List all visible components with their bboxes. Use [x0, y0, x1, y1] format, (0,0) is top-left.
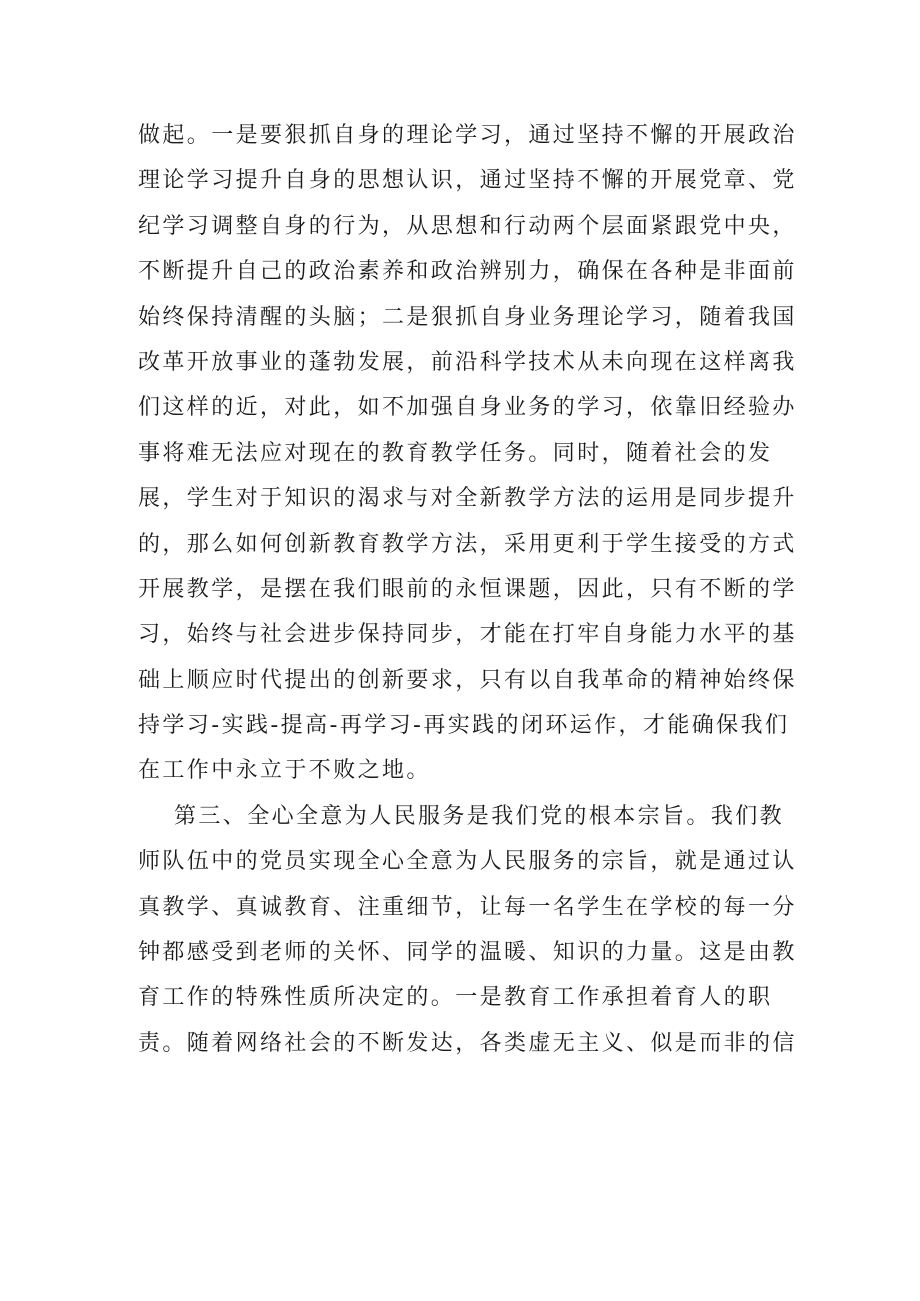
- text-line: 真教学、真诚教育、注重细节，让每一名学生在学校的每一分: [138, 894, 797, 920]
- paragraph-start-line: 第三、全心全意为人民服务是我们党的根本宗旨。我们教: [174, 803, 785, 829]
- text-line: 持学习-实践-提高-再学习-再实践的闭环运作，才能确保我们: [138, 713, 790, 739]
- text-line: 事将难无法应对现在的教育教学任务。同时，随着社会的发: [138, 440, 773, 466]
- text-line: 在工作中永立于不败之地。: [138, 758, 431, 784]
- text-line: 纪学习调整自身的行为，从思想和行动两个层面紧跟党中央，: [138, 213, 797, 239]
- text-line: 改革开放事业的蓬勃发展，前沿科学技术从未向现在这样离我: [138, 349, 797, 375]
- text-line: 育工作的特殊性质所决定的。一是教育工作承担着育人的职: [138, 985, 773, 1011]
- text-line: 理论学习提升自身的思想认识，通过坚持不懈的开展党章、党: [138, 168, 797, 194]
- text-line: 始终保持清醒的头脑；二是狠抓自身业务理论学习，随着我国: [138, 304, 797, 330]
- text-line: 开展教学，是摆在我们眼前的永恒课题，因此，只有不断的学: [138, 576, 797, 602]
- text-line: 础上顺应时代提出的创新要求，只有以自我革命的精神始终保: [138, 667, 797, 693]
- text-line: 钟都感受到老师的关怀、同学的温暖、知识的力量。这是由教: [138, 940, 797, 966]
- text-line: 习，始终与社会进步保持同步，才能在打牢自身能力水平的基: [138, 622, 797, 648]
- text-line: 不断提升自己的政治素养和政治辨别力，确保在各种是非面前: [138, 259, 797, 285]
- text-line: 的，那么如何创新教育教学方法，采用更利于学生接受的方式: [138, 531, 797, 557]
- text-line: 师队伍中的党员实现全心全意为人民服务的宗旨，就是通过认: [138, 849, 797, 875]
- text-line: 责。随着网络社会的不断发达，各类虚无主义、似是而非的信: [138, 1030, 797, 1056]
- text-line: 做起。一是要狠抓自身的理论学习，通过坚持不懈的开展政治: [138, 123, 797, 148]
- text-line: 们这样的近，对此，如不加强自身业务的学习，依靠旧经验办: [138, 395, 797, 421]
- text-line: 展，学生对于知识的渴求与对全新教学方法的运用是同步提升: [138, 486, 797, 512]
- document-body: [138, 113, 797, 1066]
